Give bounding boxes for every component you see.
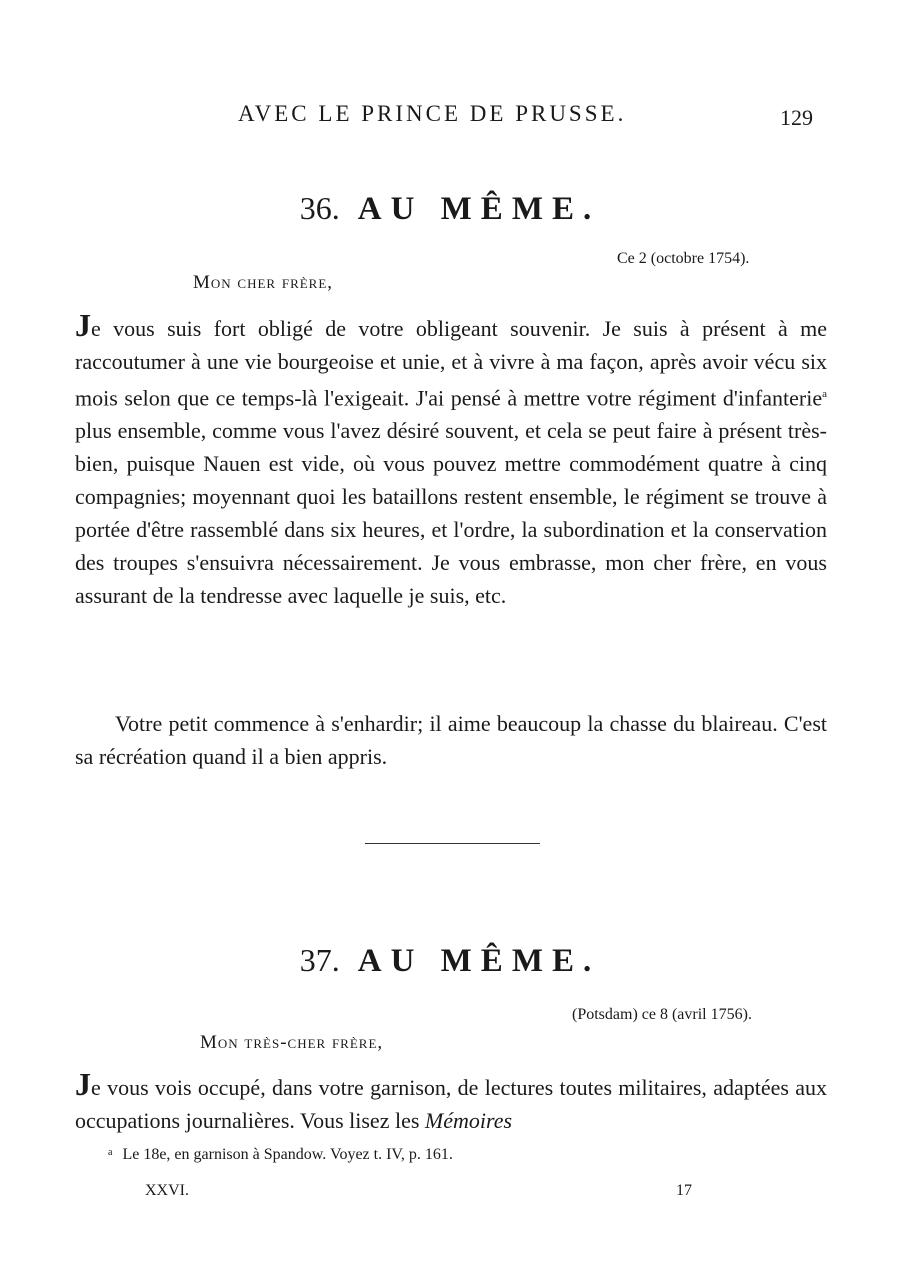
letter-36-dateline: Ce 2 (octobre 1754). bbox=[617, 250, 750, 267]
letter-36-paragraph-2: Votre petit commence à s'enhardir; il aime beaucoup la chasse du blaireau. C'est sa récréation quand il a bien appris. bbox=[75, 711, 827, 769]
letter-title: AU MÊME. bbox=[357, 191, 601, 227]
drop-cap: J bbox=[75, 307, 91, 343]
footnote-text: Le 18e, en garnison à Spandow. Voyez t. IV, p. 161. bbox=[122, 1146, 453, 1163]
letter-37-dateline: (Potsdam) ce 8 (avril 1756). bbox=[572, 1006, 752, 1023]
volume-signature: XXVI. bbox=[145, 1182, 189, 1199]
letter-36-salutation: Mon cher frère, bbox=[193, 272, 334, 293]
section-separator bbox=[365, 843, 540, 844]
footnote bbox=[108, 1146, 453, 1164]
letter-number: 37. bbox=[299, 942, 340, 978]
letter-number: 36. bbox=[299, 190, 340, 226]
footnote-mark: a bbox=[108, 1147, 113, 1158]
paragraph-text: e vous suis fort obligé de votre obligeant souvenir. Je suis à présent à me raccoutumer à une vie bourgeoise et unie, et à vivre à ma façon, après avoir vécu six mois selon que ce temps-là l'exigeait. J'ai pensé à mettre votre régiment d'infanterie bbox=[75, 316, 827, 411]
letter-37-paragraph-1 bbox=[75, 1068, 827, 1137]
paragraph-text-continued: plus ensemble, comme vous l'avez désiré souvent, et cela se peut faire à présent très-bien, puisque Nauen est vide, où vous pouvez mettre commodément quatre à cinq compagnies; moyennant quoi les bataillons restent ensemble, le régiment se trouve à portée d'être rassemblé dans six heures, et l'ordre, la subordination et la conservation des troupes s'ensuivra nécessairement. Je vous embrasse, mon cher frère, en vous assurant de la tendresse avec laquelle je suis, etc. bbox=[75, 418, 827, 609]
letter-36-heading bbox=[0, 190, 900, 228]
letter-36-paragraph-1 bbox=[75, 309, 827, 612]
letter-title: AU MÊME. bbox=[357, 943, 601, 979]
drop-cap: J bbox=[75, 1066, 91, 1102]
footnote-reference: a bbox=[822, 388, 827, 400]
letter-37-salutation: Mon très-cher frère, bbox=[200, 1032, 384, 1053]
italic-title: Mémoires bbox=[424, 1108, 513, 1133]
sheet-signature: 17 bbox=[676, 1182, 692, 1199]
letter-37-heading bbox=[0, 942, 900, 980]
paragraph-text: e vous vois occupé, dans votre garnison, de lectures toutes militaires, adaptées aux occupations journalières. Vous lisez les bbox=[75, 1075, 827, 1133]
page-number: 129 bbox=[780, 105, 813, 130]
running-head: AVEC LE PRINCE DE PRUSSE. bbox=[238, 101, 627, 126]
